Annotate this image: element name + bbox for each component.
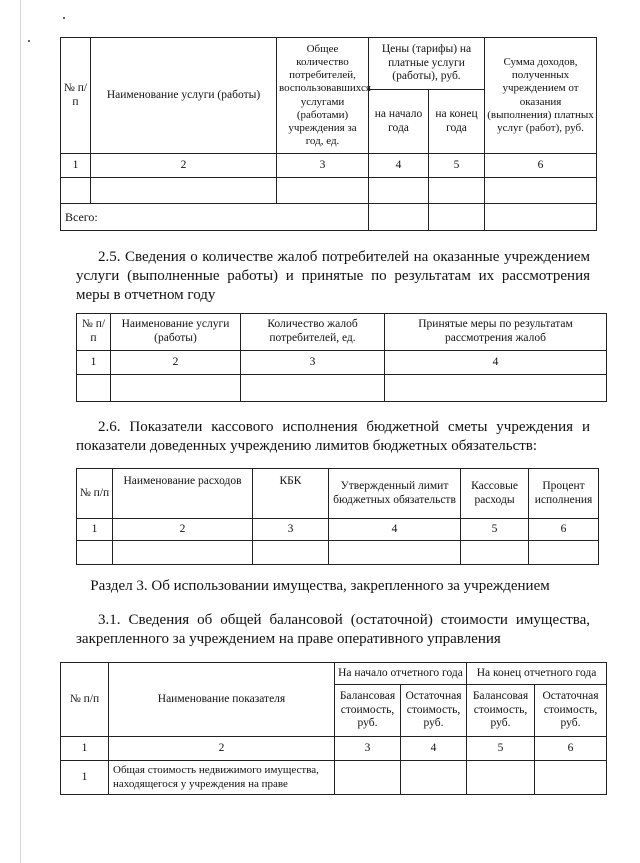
header-expense-name: Наименование расходов bbox=[113, 469, 253, 519]
col-number: 5 bbox=[467, 737, 535, 761]
col-number: 1 bbox=[77, 351, 111, 375]
header-measures: Принятые меры по результатам рассмотрения жалоб bbox=[385, 314, 607, 351]
col-number: 4 bbox=[329, 519, 461, 541]
col-number: 1 bbox=[61, 737, 109, 761]
col-number: 3 bbox=[253, 519, 329, 541]
header-price-start: на начало года bbox=[369, 90, 429, 154]
row-indicator-name: Общая стоимость недвижимого имущества, находящегося у учреждения на праве bbox=[109, 761, 335, 795]
header-percent: Процент исполнения bbox=[529, 469, 599, 519]
property-value-table bbox=[60, 662, 607, 795]
col-number: 3 bbox=[335, 737, 401, 761]
col-number: 5 bbox=[429, 154, 485, 178]
table-row bbox=[77, 375, 607, 402]
row-num: 1 bbox=[61, 761, 109, 795]
header-consumers: Общее количество потребителей, воспользовавшихся услугами (работами) учреждения за год, ед. bbox=[277, 38, 369, 154]
header-complaints: Количество жалоб потребителей, ед. bbox=[241, 314, 385, 351]
scan-speck bbox=[28, 40, 30, 42]
col-number: 1 bbox=[61, 154, 91, 178]
col-number: 5 bbox=[461, 519, 529, 541]
header-limit: Утвержденный лимит бюджетных обязательств bbox=[329, 469, 461, 519]
col-number: 4 bbox=[369, 154, 429, 178]
header-price-end: на конец года bbox=[429, 90, 485, 154]
header-prices: Цены (тарифы) на платные услуги (работы), руб. bbox=[369, 38, 485, 90]
header-indicator-name: Наименование показателя bbox=[109, 663, 335, 737]
section-2-6-text: 2.6. Показатели кассового исполнения бюджетной сметы учреждения и показатели доведенных учреждению лимитов бюджетных обязательств: bbox=[76, 419, 590, 454]
col-number: 2 bbox=[109, 737, 335, 761]
col-number: 3 bbox=[241, 351, 385, 375]
header-num: № п/п bbox=[61, 663, 109, 737]
col-number: 6 bbox=[535, 737, 607, 761]
header-period-end: На конец отчетного года bbox=[467, 663, 607, 685]
header-num: № п/п bbox=[61, 38, 91, 154]
header-kbk: КБК bbox=[253, 469, 329, 519]
header-cash: Кассовые расходы bbox=[461, 469, 529, 519]
header-num: № п/п bbox=[77, 314, 111, 351]
section-3-title: Раздел 3. Об использовании имущества, закрепленного за учреждением bbox=[90, 578, 550, 594]
col-number: 6 bbox=[485, 154, 597, 178]
col-number: 2 bbox=[91, 154, 277, 178]
header-balance-start: Балансовая стоимость, руб. bbox=[335, 685, 401, 737]
header-residual-end: Остаточная стоимость, руб. bbox=[535, 685, 607, 737]
header-period-start: На начало отчетного года bbox=[335, 663, 467, 685]
col-number: 4 bbox=[385, 351, 607, 375]
total-label: Всего: bbox=[61, 204, 277, 231]
table-row bbox=[61, 178, 597, 204]
section-2-5-text: 2.5. Сведения о количестве жалоб потребителей на оказанные учреждением услуги (выполненные работы) и принятые по результатам их рассмотрения меры в отчетном году bbox=[76, 249, 590, 303]
header-residual-start: Остаточная стоимость, руб. bbox=[401, 685, 467, 737]
table-row bbox=[77, 541, 599, 565]
table-row bbox=[61, 761, 607, 795]
col-number: 2 bbox=[113, 519, 253, 541]
section-3-1-text: 3.1. Сведения об общей балансовой (остаточной) стоимости имущества, закрепленного за учреждением на праве оперативного управления bbox=[76, 612, 590, 647]
header-num: № п/п bbox=[77, 469, 113, 519]
header-income: Сумма доходов, полученных учреждением от оказания (выполнения) платных услуг (работ), руб. bbox=[485, 38, 597, 154]
header-balance-end: Балансовая стоимость, руб. bbox=[467, 685, 535, 737]
complaints-table bbox=[76, 313, 607, 402]
budget-execution-table bbox=[76, 468, 599, 565]
col-number: 6 bbox=[529, 519, 599, 541]
col-number: 4 bbox=[401, 737, 467, 761]
col-number: 3 bbox=[277, 154, 369, 178]
header-service-name: Наименование услуги (работы) bbox=[91, 38, 277, 154]
col-number: 1 bbox=[77, 519, 113, 541]
scan-edge-line bbox=[20, 0, 21, 863]
col-number: 2 bbox=[111, 351, 241, 375]
header-service-name: Наименование услуги (работы) bbox=[111, 314, 241, 351]
paid-services-table bbox=[60, 37, 597, 231]
scan-speck bbox=[63, 17, 65, 19]
